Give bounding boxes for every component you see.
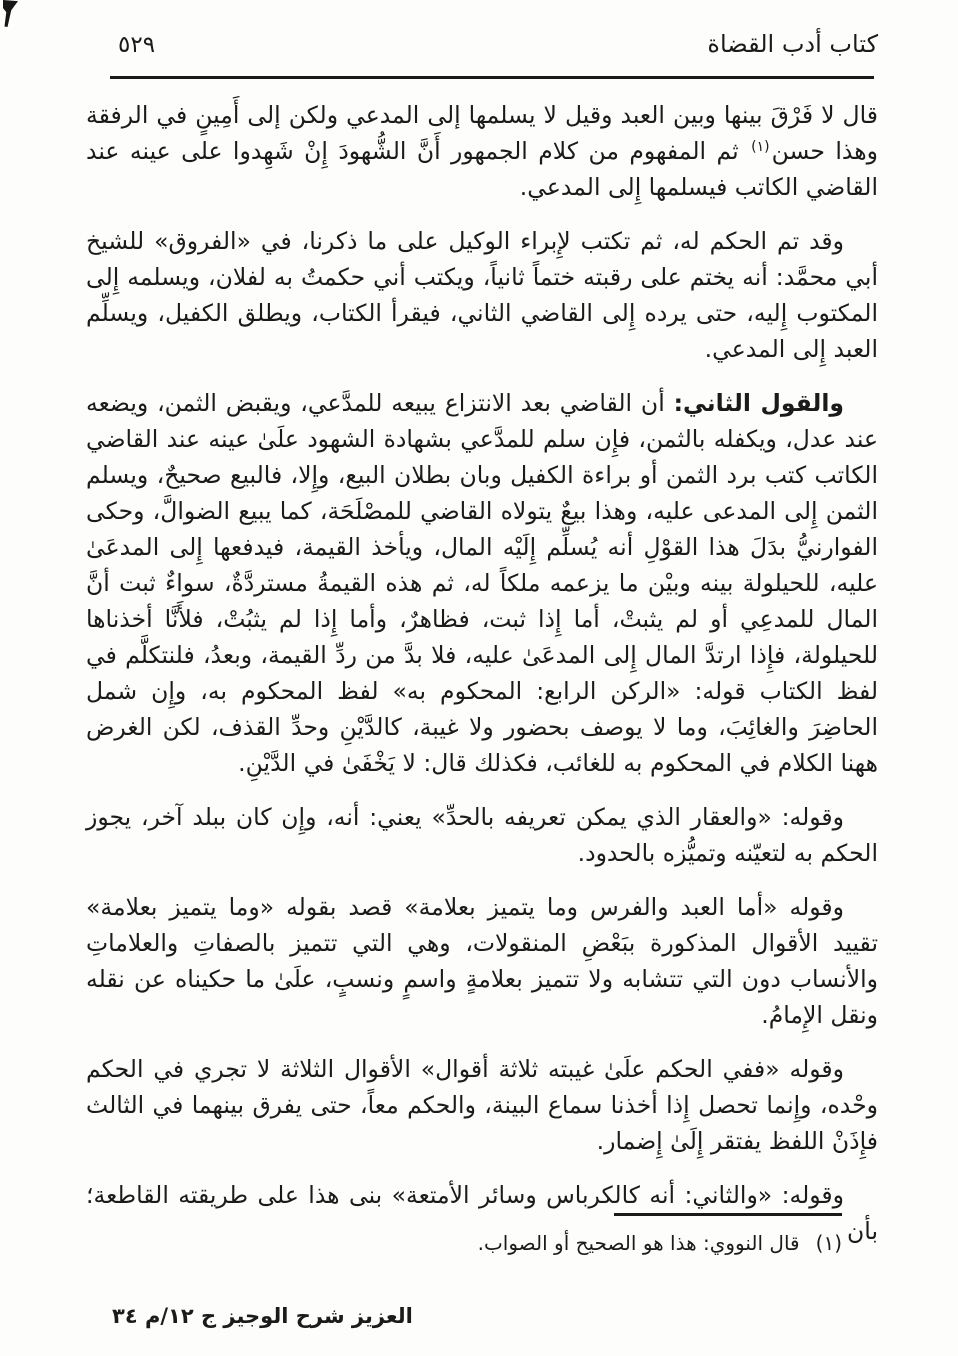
page-body	[86, 97, 878, 1267]
paragraph-text: وقوله «ففي الحكم علَىٰ غيبته ثلاثة أقوال» الأقوال الثلاثة لا تجري في الحكم وحْده، وإِنما تحصل إِذا أخذنا سماع البينة، والحكم معاً، حتى يفرق بينهما في الثالث فإِذَنْ اللفظ يفتقر إِلَىٰ إِضمار.	[86, 1055, 878, 1155]
ink-smudge-mark	[3, 0, 18, 27]
page-footer	[112, 1304, 413, 1328]
page-number: ٥٢٩	[118, 32, 156, 58]
paragraph-text: وقوله «أما العبد والفرس وما يتميز بعلامة» قصد بقوله «وما يتميز بعلامة» تقييد الأقوال المذكورة ببَعْضِ المنقولات، وهي التي تتميز بالصفاتِ والعلاماتِ والأنساب دون التي تتشابه ولا تتميز بعلامةٍ واسمٍ ونسبٍ، علَىٰ ما حكيناه عن نقله ونقل الإِمامُ.	[86, 893, 878, 1029]
footnote-marker: (١)	[815, 1231, 842, 1255]
footnote-rule	[614, 1213, 842, 1216]
paragraph-lead: والقول الثاني:	[673, 389, 844, 417]
page-header	[110, 30, 878, 58]
footnote-area	[86, 1213, 878, 1258]
paragraph-text: ثم المفهوم من كلام الجمهور أَنَّ الشُّهودَ إِنْ شَهِدوا على عينه عند القاضي الكاتب فيسلمها إِلى المدعي.	[86, 137, 878, 201]
paragraph-text: وقوله: «والثاني: أنه كالكرباس وسائر الأمتعة» بنى هذا على طريقته القاطعة؛ بأن	[86, 1181, 878, 1245]
paragraph-text: وقد تم الحكم له، ثم تكتب لإِبراء الوكيل على ما ذكرنا، في «الفروق» للشيخ أبي محمَّد: أنه يختم على رقبته ختماً ثانياً، ويكتب أني حكمتُ به لفلان، ويسلمه إِلى المكتوب إِليه، حتى يرده إِلى القاضي الثاني، فيقرأ الكتاب، ويطلق الكفيل، ويسلِّم العبد إِلى المدعي.	[86, 227, 878, 363]
paragraph-text: قال لا فَرْقَ بينها وبين العبد وقيل لا يسلمها إلى المدعي ولكن إلى أَمِينٍ في الرفقة وهذا حسن	[86, 101, 878, 165]
volume-info: العزيز شرح الوجيز ج ١٢/م ٣٤	[112, 1304, 413, 1328]
paragraph-4	[86, 799, 878, 871]
header-rule	[110, 76, 874, 79]
paragraph-1	[86, 97, 878, 205]
paragraph-3	[86, 385, 878, 781]
paragraph-2	[86, 223, 878, 367]
chapter-title: كتاب أدب القضاة	[707, 30, 878, 58]
footnote-text: قال النووي: هذا هو الصحيح أو الصواب.	[477, 1231, 800, 1255]
paragraph-text: وقوله: «والعقار الذي يمكن تعريفه بالحدِّ» يعني: أنه، وإِن كان ببلد آخر، يجوز الحكم به لتعيّنه وتميُّزه بالحدود.	[86, 803, 878, 867]
footnote	[86, 1228, 878, 1258]
paragraph-5	[86, 889, 878, 1033]
paragraph-6	[86, 1051, 878, 1159]
footnote-ref-marker: (١)	[751, 139, 770, 155]
paragraph-text: أن القاضي بعد الانتزاع يبيعه للمدَّعي، ويقبض الثمن، ويضعه عند عدل، ويكفله بالثمن، فإِن سلم للمدَّعي بشهادة الشهود علَىٰ عينه عند القاضي الكاتب كتب برد الثمن أو براءة الكفيل وبان بطلان البيع، وإِلا، فالبيع صحيحٌ، ويسلم الثمن إِلى المدعى عليه، وهذا بيعٌ يتولاه القاضي للمصْلَحَة، كما يبيع الضوالَّ، وحكى الفوارنيُّ بدَلَ هذا القوْلِ أنه يُسلِّم إِلَيْه المال، ويأخذ القيمة، فيدفعها إِلى المدعَىٰ عليه، للحيلولة بينه وبيْن ما يزعمه ملكاً له، ثم هذه القيمةُ مستردَّةٌ، سواءٌ ثبت أنَّ المال للمدعِي أو لم يثبتْ، أما إِذا ثبت، فظاهرٌ، وأما إِذا لم يثبُتْ، فلأَنَّا أخذناها للحيلولة، فإِذا ارتدَّ المال إِلى المدعَىٰ عليه، فلا بدَّ من ردِّ القيمة، وبعدُ، فلنتكلَّم في لفظ الكتاب قوله: «الركن الرابع: المحكوم به» لفظ المحكوم به، وإِن شمل الحاضِرَ والغائِبَ، وما لا يوصف بحضور ولا غيبة، كالدَّيْنِ وحدِّ القذف، لكن الغرض ههنا الكلام في المحكوم به للغائب، فكذلك قال: لا يَخْفَىٰ في الدَّيْنِ.	[86, 389, 878, 777]
